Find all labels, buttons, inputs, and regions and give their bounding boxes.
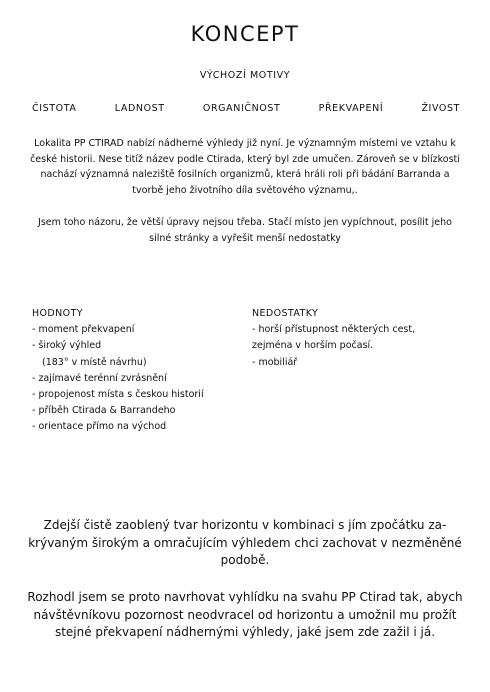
values-item: - moment překvapení	[32, 324, 135, 336]
shortcomings-column	[252, 306, 462, 371]
shortcomings-item-continued: zejména v horším počasí.	[252, 340, 374, 352]
values-title: HODNOTY	[32, 308, 83, 319]
values-item: - zajímavé terénní zvrásnění	[32, 372, 167, 384]
values-item: - orientace přímo na východ	[32, 421, 167, 433]
values-item: - propojenost místa s českou historií	[32, 389, 204, 401]
keyword-prekvapeni: PŘEKVAPENÍ	[318, 103, 384, 114]
shortcomings-item: - mobiliář	[252, 356, 298, 368]
intro-paragraph-1: Lokalita PP CTIRAD nabízí nádherné výhledy již nyní. Je významným místemi ve vztahu k české historii. Nese titíž název podle Ctirada, který byl zde umučen. Zároveň se v blízkosti nachází významná naleziště fosilních organizmů, která hráli roli při bádání Barranda a tvorbě jeho životního díla světového významu,.	[30, 138, 460, 196]
keywords-row	[32, 103, 460, 114]
shortcomings-title: NEDOSTATKY	[252, 308, 319, 319]
keyword-organicnost: ORGANIČNOST	[202, 103, 281, 114]
keyword-cistota: ČISTOTA	[32, 103, 77, 114]
values-item: - příběh Ctirada & Barrandeho	[32, 405, 176, 417]
keyword-ladnost: LADNOST	[114, 103, 165, 114]
conclusion-paragraph-1: Zdejší čistě zaoblený tvar horizontu v kombinaci s jím zpočátku za-krývaným širokým a omračujícím výhledem chci zachovat v nezměněné podobě.	[28, 518, 462, 567]
page-title: KONCEPT	[190, 22, 300, 46]
section-subtitle: VÝCHOZÍ MOTIVY	[199, 70, 291, 81]
values-column	[32, 306, 242, 436]
intro-paragraph-2: Jsem toho názoru, že větší úpravy nejsou třeba. Stačí místo jen vypíchnout, posílit jeho silné stránky a vyřešit menší nedostatky	[38, 217, 452, 244]
values-item-note: (183° v místě návrhu)	[42, 356, 147, 368]
shortcomings-item: - horší přístupnost některých cest,	[252, 324, 416, 336]
keyword-zivost: ŽIVOST	[421, 103, 460, 114]
values-item: - široký výhled	[32, 340, 102, 352]
conclusion-paragraph-2: Rozhodl jsem se proto navrhovat vyhlídku na svahu PP Ctirad tak, abych návštěvníkovu pozornost neodvracel od horizontu a umožnil mu prožít stejné překvapení nádhernými výhledy, jaké jsem zde zažil i já.	[27, 590, 463, 639]
